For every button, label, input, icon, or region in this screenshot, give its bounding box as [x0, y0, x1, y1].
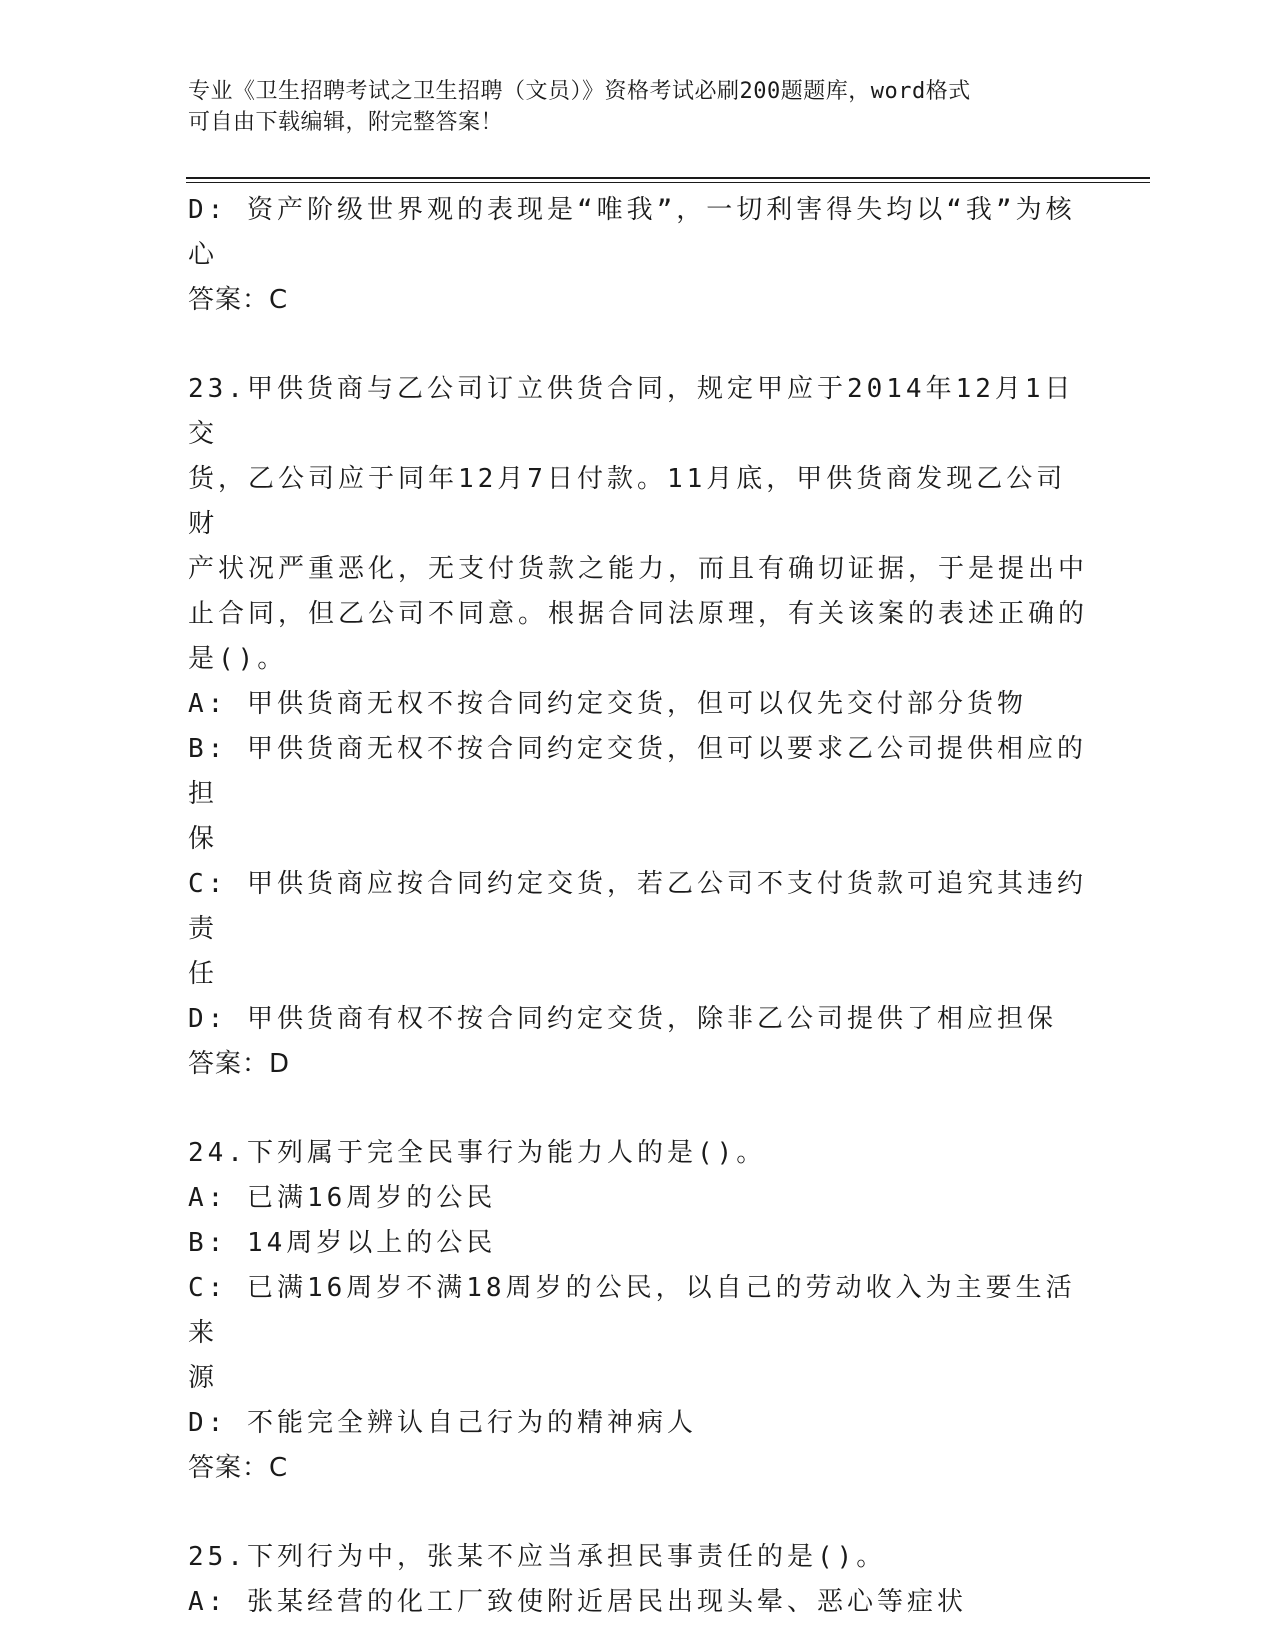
question-stem: 止合同，但乙公司不同意。根据合同法原理，有关该案的表述正确的	[188, 599, 1089, 629]
question-25	[188, 1535, 1088, 1625]
question-stem: 货，乙公司应于同年12月7日付款。11月底，甲供货商发现乙公司财	[188, 464, 1067, 539]
question-23	[188, 367, 1088, 1087]
question-stem: 25.下列行为中，张某不应当承担民事责任的是()。	[188, 1542, 887, 1572]
question-stem: 产状况严重恶化，无支付货款之能力，而且有确切证据，于是提出中	[188, 554, 1089, 584]
option-d: D: 甲供货商有权不按合同约定交货，除非乙公司提供了相应担保	[188, 1004, 1057, 1034]
option-d: D: 不能完全辨认自己行为的精神病人	[188, 1408, 697, 1438]
header-title-line-2: 可自由下载编辑，附完整答案！	[188, 110, 504, 135]
option-d-wrap: 心	[188, 240, 219, 270]
question-stem: 是()。	[188, 644, 288, 674]
option-b: B: 甲供货商无权不按合同约定交货，但可以要求乙公司提供相应的担	[188, 734, 1087, 809]
option-c: C: 已满16周岁不满18周岁的公民，以自己的劳动收入为主要生活来	[188, 1273, 1076, 1348]
option-a: A: 甲供货商无权不按合同约定交货，但可以仅先交付部分货物	[188, 689, 1027, 719]
document-header	[188, 76, 1088, 138]
header-divider-thick	[186, 177, 1150, 179]
question-stem: 23.甲供货商与乙公司订立供货合同，规定甲应于2014年12月1日交	[188, 374, 1075, 449]
question-22-continuation	[188, 188, 1088, 323]
question-24	[188, 1131, 1088, 1491]
question-stem: 24.下列属于完全民事行为能力人的是()。	[188, 1138, 767, 1168]
option-c: C: 甲供货商应按合同约定交货，若乙公司不支付货款可追究其违约责	[188, 869, 1087, 944]
option-c-wrap: 源	[188, 1363, 219, 1393]
answer-line: 答案：D	[188, 1049, 291, 1079]
answer-line: 答案：C	[188, 285, 289, 315]
option-b-wrap: 保	[188, 824, 219, 854]
option-d: D: 资产阶级世界观的表现是“唯我”，一切利害得失均以“我”为核	[188, 195, 1076, 225]
header-divider-thin	[186, 182, 1150, 183]
header-title-line-1: 专业《卫生招聘考试之卫生招聘（文员）》资格考试必刷200题题库，word格式	[188, 79, 971, 104]
question-list	[188, 188, 1088, 1625]
option-b: B: 14周岁以上的公民	[188, 1228, 497, 1258]
option-c-wrap: 任	[188, 959, 219, 989]
option-a: A: 已满16周岁的公民	[188, 1183, 497, 1213]
option-a: A: 张某经营的化工厂致使附近居民出现头晕、恶心等症状	[188, 1587, 967, 1617]
answer-line: 答案：C	[188, 1453, 289, 1483]
